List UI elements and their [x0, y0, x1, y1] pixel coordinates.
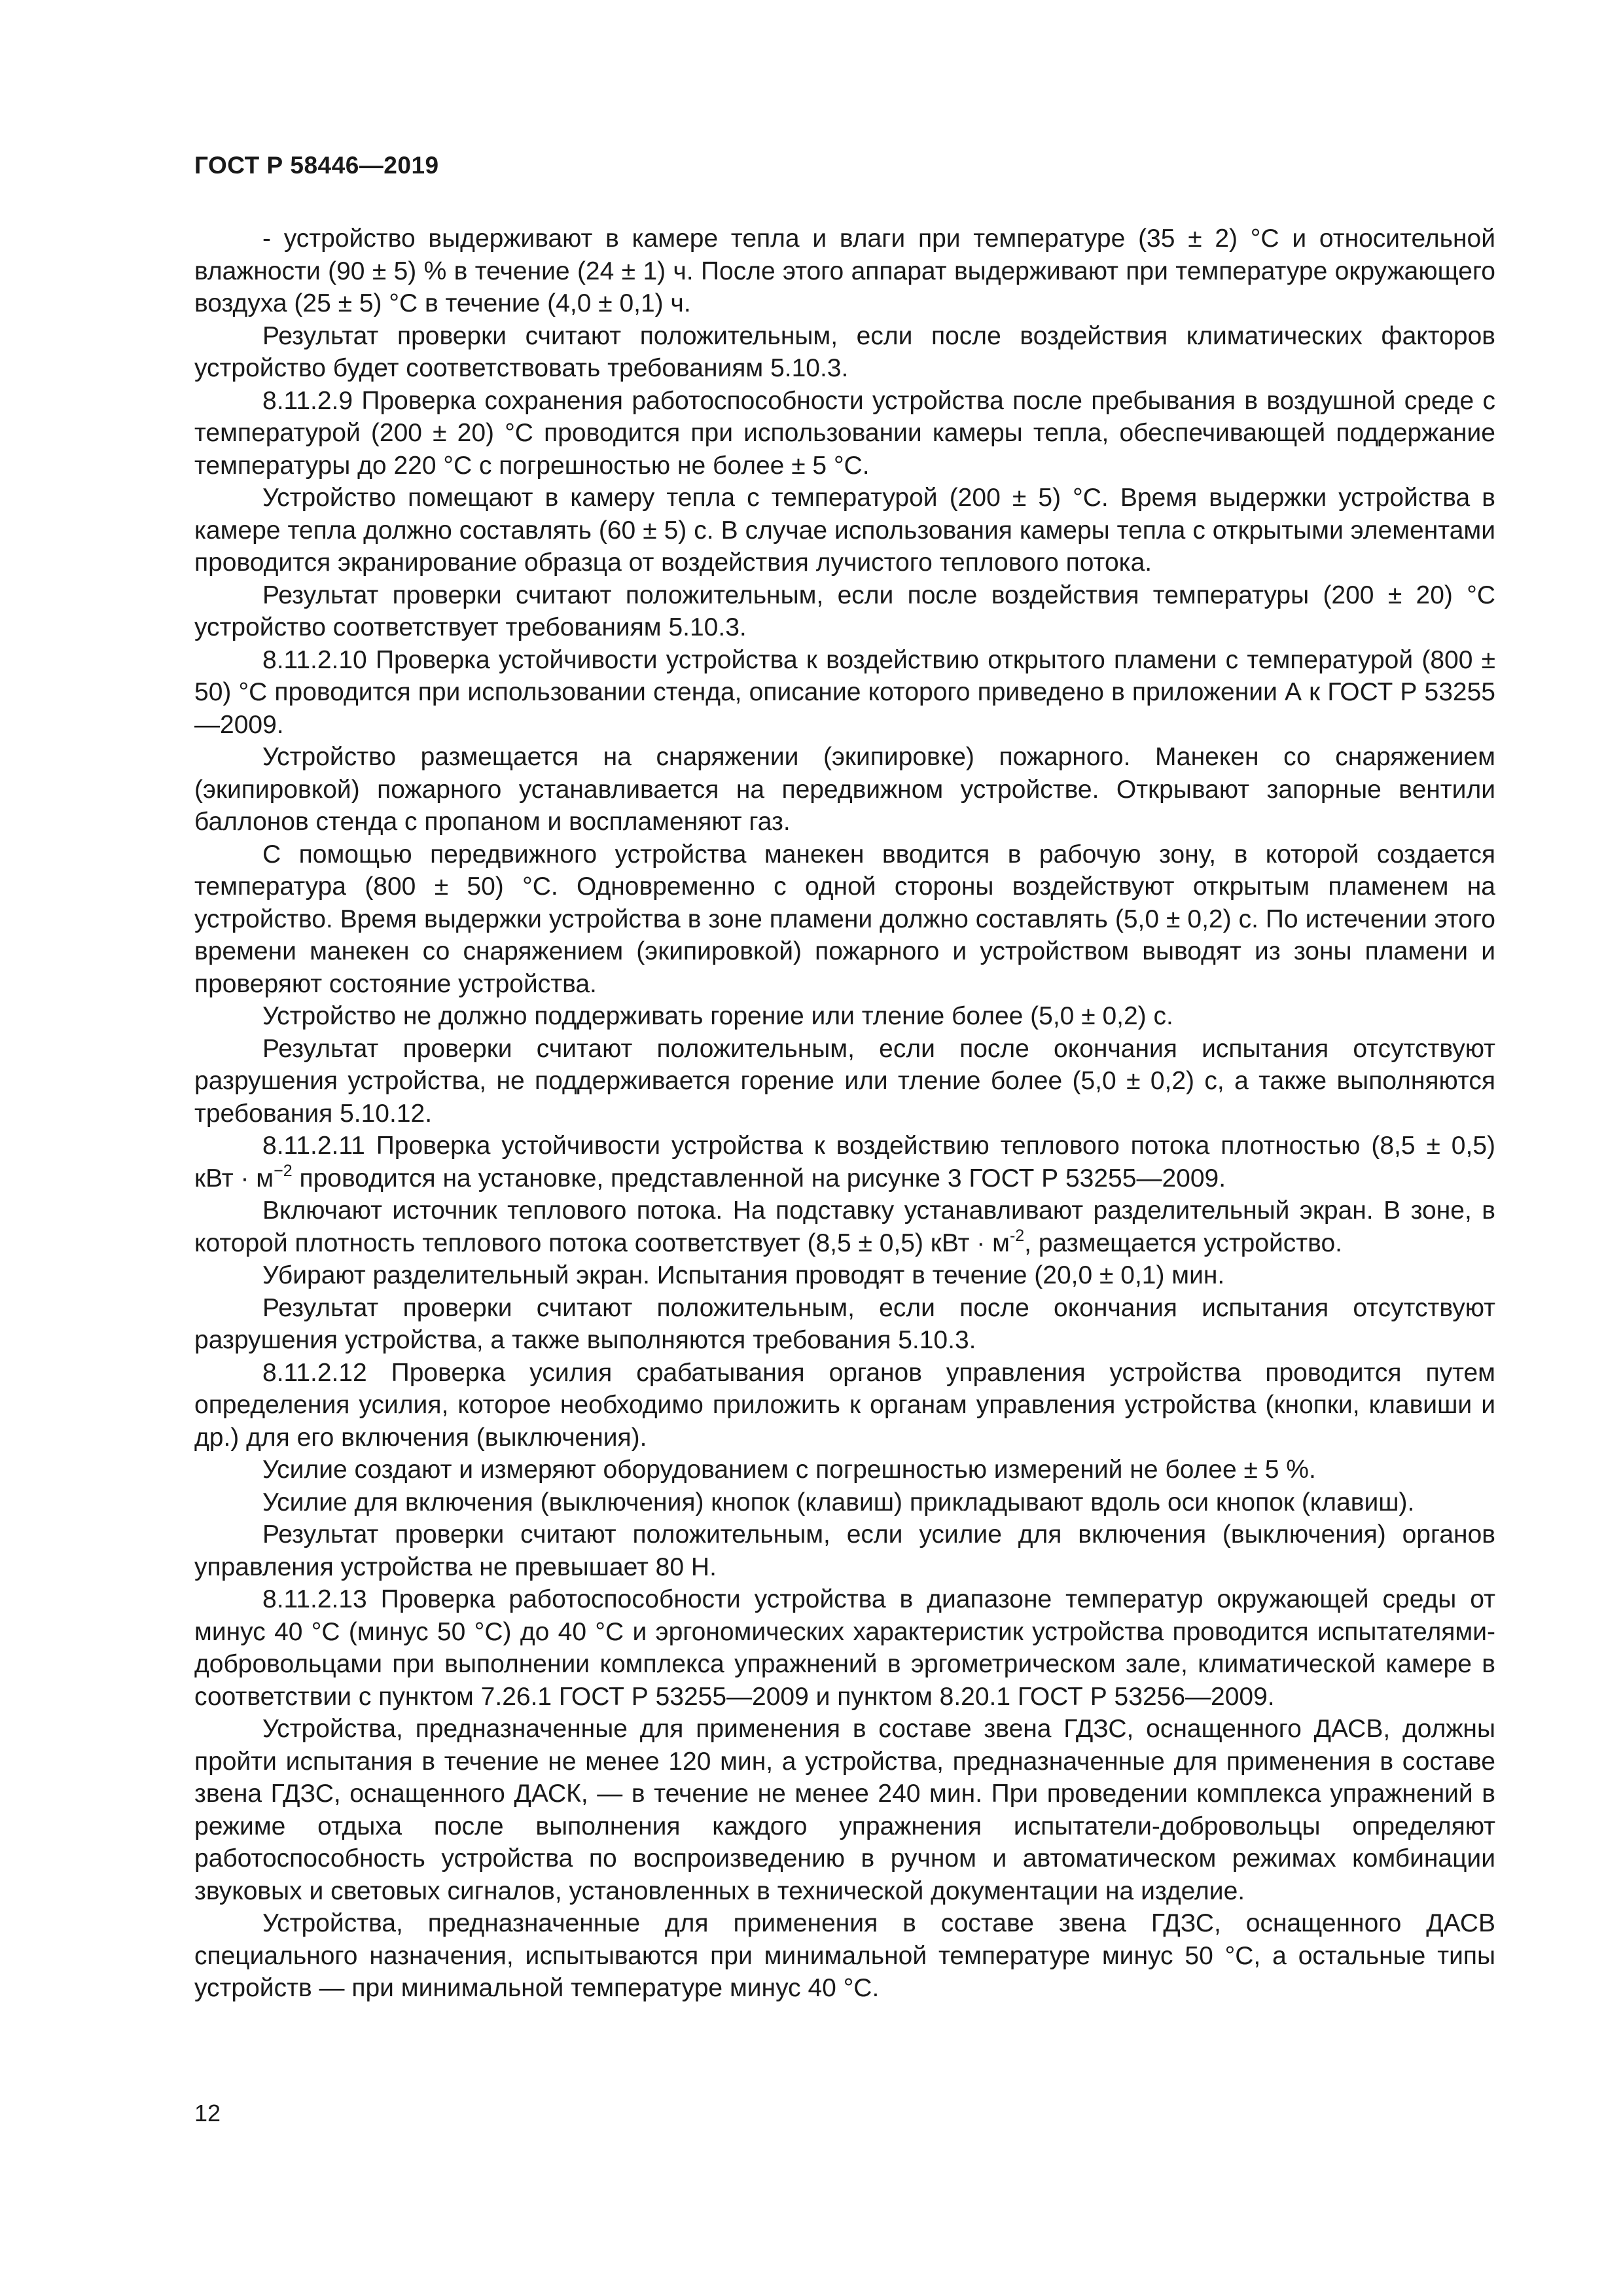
page-number: 12 — [194, 2100, 221, 2126]
paragraph: - устройство выдерживают в камере тепла и влаги при температуре (35 ± 2) °С и относительной влажности (90 ± 5) % в течение (24 ± 1) ч. После этого аппарат выдерживают при температуре окружающего воздуха (25 ± 5) °С в течение (4,0 ± 0,1) ч. — [194, 224, 1495, 317]
paragraph: Устройство размещается на снаряжении (экипировке) пожарного. Манекен со снаряжением (экипировкой) пожарного устанавливается на передвижном устройстве. Открывают запорные вентили баллонов стенда с пропаном и воспламеняют газ. — [194, 743, 1495, 836]
document-body — [194, 223, 1495, 2005]
paragraph: С помощью передвижного устройства манекен вводится в рабочую зону, в которой создается температура (800 ± 50) °С. Одновременно с одной стороны воздействуют открытым пламенем на устройство. Время выдержки устройства в зоне пламени должно составлять (5,0 ± 0,2) с. По истечении этого времени манекен со снаряжением (экипировкой) пожарного и устройством выводят из зоны пламени и проверяют состояние устройства. — [194, 840, 1495, 998]
paragraph: 8.11.2.9 Проверка сохранения работоспособности устройства после пребывания в воздушной среде с температурой (200 ± 20) °С проводится при использовании камеры тепла, обеспечивающей поддержание температуры до 220 °С с погрешностью не более ± 5 °С. — [194, 386, 1495, 480]
paragraph: Устройства, предназначенные для применения в составе звена ГДЗС, оснащенного ДАСВ, должны пройти испытания в течение не менее 120 мин, а устройства, предназначенные для применения в составе звена ГДЗС, оснащенного ДАСК, — в течение не менее 240 мин. При проведении комплекса упражнений в режиме отдыха после выполнения каждого упражнения испытатели-добровольцы определяют работоспособность устройства по воспроизведению в ручном и автоматическом режимах комбинации звуковых и световых сигналов, установленных в технической документации на изделие. — [194, 1715, 1495, 1905]
paragraph: Убирают разделительный экран. Испытания проводят в течение (20,0 ± 0,1) мин. — [262, 1261, 1225, 1289]
paragraph: 8.11.2.11 Проверка устойчивости устройства к воздействию теплового потока плотностью (8,5 ± 0,5) кВт · $м^{-2}$ проводится на установке, представленной на рисунке 3 ГОСТ Р 53255—2009. — [194, 1132, 1495, 1193]
paragraph: Результат проверки считают положительным, если после окончания испытания отсутствуют разрушения устройства, а также выполняются требования 5.10.3. — [194, 1293, 1495, 1354]
paragraph: Результат проверки считают положительным, если усилие для включения (выключения) органов управления устройства не превышает 80 Н. — [194, 1520, 1495, 1581]
standard-code-header: ГОСТ Р 58446—2019 — [194, 152, 439, 179]
paragraph: Результат проверки считают положительным, если после окончания испытания отсутствуют разрушения устройства, не поддерживается горение или тление более (5,0 ± 0,2) с, а также выполняются требования 5.10.12. — [194, 1034, 1495, 1128]
paragraph: Устройство не должно поддерживать горение или тление более (5,0 ± 0,2) с. — [262, 1002, 1173, 1030]
paragraph: Усилие создают и измеряют оборудованием с погрешностью измерений не более ± 5 %. — [262, 1456, 1316, 1484]
paragraph: Результат проверки считают положительным, если после воздействия климатических факторов устройство будет соответствовать требованиям 5.10.3. — [194, 321, 1495, 382]
paragraph: Включают источник теплового потока. На подставку устанавливают разделительный экран. В зоне, в которой плотность теплового потока соответствует (8,5 ± 0,5) кВт · $м^{-2}$, размещается устройство. — [194, 1196, 1495, 1257]
paragraph: Усилие для включения (выключения) кнопок (клавиш) прикладывают вдоль оси кнопок (клавиш). — [262, 1488, 1415, 1516]
paragraph: Устройство помещают в камеру тепла с температурой (200 ± 5) °С. Время выдержки устройства в камере тепла должно составлять (60 ± 5) с. В случае использования камеры тепла с открытыми элементами проводится экранирование образца от воздействия лучистого теплового потока. — [194, 484, 1495, 577]
paragraph: 8.11.2.13 Проверка работоспособности устройства в диапазоне температур окружающей среды от минус 40 °С (минус 50 °С) до 40 °С и эргономических характеристик устройства проводится испытателями-добровольцами при выполнении комплекса упражнений в эргометрическом зале, климатической камере в соответствии с пунктом 7.26.1 ГОСТ Р 53255—2009 и пунктом 8.20.1 ГОСТ Р 53256—2009. — [194, 1585, 1495, 1711]
paragraph: 8.11.2.10 Проверка устойчивости устройства к воздействию открытого пламени с температурой (800 ± 50) °С проводится при использовании стенда, описание которого приведено в приложении А к ГОСТ Р 53255—2009. — [194, 645, 1495, 739]
superscript: −2 — [274, 1161, 293, 1180]
superscript: -2 — [1009, 1226, 1025, 1245]
paragraph: Результат проверки считают положительным, если после воздействия температуры (200 ± 20) °С устройство соответствует требованиям 5.10.3. — [194, 581, 1495, 641]
paragraph: Устройства, предназначенные для применения в составе звена ГДЗС, оснащенного ДАСВ специального назначения, испытываются при минимальной температуре минус 50 °С, а остальные типы устройств — при минимальной температуре минус 40 °С. — [194, 1909, 1495, 2002]
paragraph: 8.11.2.12 Проверка усилия срабатывания органов управления устройства проводится путем определения усилия, которое необходимо приложить к органам управления устройства (кнопки, клавиши и др.) для его включения (выключения). — [194, 1358, 1495, 1452]
